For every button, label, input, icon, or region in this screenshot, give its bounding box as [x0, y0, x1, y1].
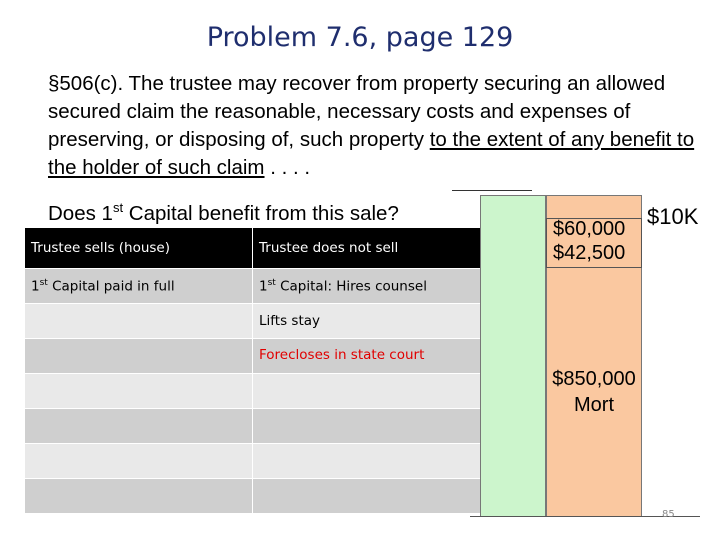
cell-capital-paid-pre: 1: [31, 278, 40, 295]
cell-hires-counsel-sup: st: [267, 277, 276, 288]
label-mort: Mort: [574, 394, 614, 416]
statute-quote: [48, 70, 708, 182]
table-cell-empty: [25, 339, 253, 374]
table-cell-empty: [25, 374, 253, 409]
table-row: [25, 444, 481, 479]
question-post: Capital benefit from this sale?: [123, 201, 399, 225]
header-trustee-does-not-sell: Trustee does not sell: [253, 228, 481, 269]
table-cell-empty: [253, 409, 481, 444]
label-850000: $850,000: [552, 368, 636, 390]
table-cell-empty: [25, 409, 253, 444]
question-sup: st: [112, 200, 124, 215]
table-cell-empty: [25, 304, 253, 339]
table-row: [25, 409, 481, 444]
scenario-table: [24, 227, 481, 514]
cell-lifts-stay: Lifts stay: [253, 304, 481, 339]
quote-underlined-text: to the extent of any benefit to the holder of such claim: [48, 128, 695, 179]
question-pre: Does 1: [48, 201, 113, 225]
table-row: [25, 269, 481, 304]
cell-capital-paid-sup: st: [39, 277, 48, 288]
cell-capital-paid-post: Capital paid in full: [47, 278, 175, 295]
mortgage-label: [546, 366, 642, 418]
header-trustee-sells: Trustee sells (house): [25, 228, 253, 269]
cell-hires-counsel: [253, 269, 481, 304]
label-42500: $42,500: [553, 242, 626, 264]
cell-forecloses: Forecloses in state court: [253, 339, 481, 374]
table-cell-empty: [253, 374, 481, 409]
quote-main-text: §506(c). The trustee may recover from property securing an allowed secured claim the reasonable, necessary costs and expenses of preserving, or disposing of, such property: [48, 72, 666, 151]
table-cell-empty: [25, 479, 253, 514]
table-cell-empty: [253, 479, 481, 514]
table-cell-empty: [253, 444, 481, 479]
label-10k: $10K: [647, 204, 699, 229]
table-cell-empty: [25, 444, 253, 479]
table-row: [25, 374, 481, 409]
label-60000: $60,000: [553, 218, 626, 240]
question-text: [48, 200, 399, 226]
quote-ellipsis: . . . .: [264, 156, 311, 179]
cell-hires-counsel-pre: 1: [259, 278, 268, 295]
cell-capital-paid: [25, 269, 253, 304]
table-row: [25, 339, 481, 374]
value-bar-green: [480, 195, 546, 517]
divider-line: [452, 190, 532, 191]
cell-hires-counsel-post: Capital: Hires counsel: [275, 278, 427, 295]
table-header-row: [25, 228, 481, 269]
table-row: [25, 479, 481, 514]
slide-title: Problem 7.6, page 129: [206, 22, 514, 53]
table-row: [25, 304, 481, 339]
page-number: 85: [662, 509, 675, 520]
